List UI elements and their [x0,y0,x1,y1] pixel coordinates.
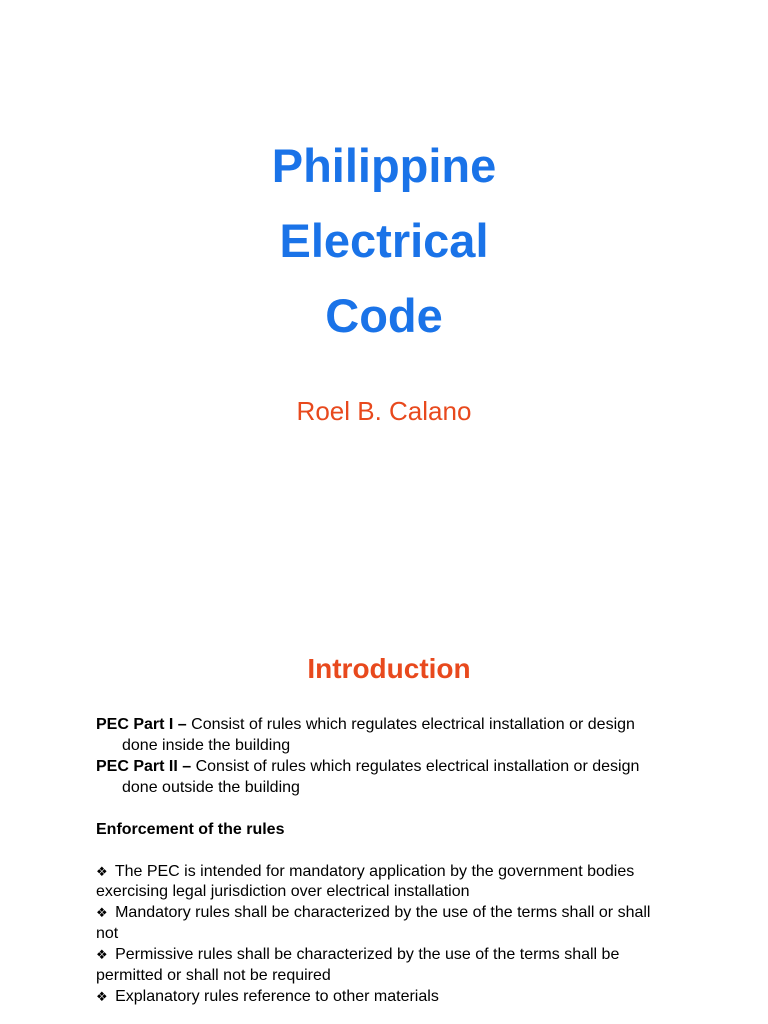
title-line-3: Code [325,289,443,342]
title-line-2: Electrical [279,214,489,267]
section-heading-introduction: Introduction [307,653,471,684]
bullet-text: The PEC is intended for mandatory application by the government bodies exercising legal jurisdiction over electrical installation [96,862,635,901]
pec-part-2-label: PEC Part II – [96,757,192,775]
document-title [0,128,768,353]
title-line-1: Philippine [271,139,497,192]
diamond-bullet-icon: ❖ [96,863,108,879]
pec-part-1-text: Consist of rules which regulates electrical installation or design done inside the building [122,716,635,754]
enforcement-heading: Enforcement of the rules [96,820,285,838]
pec-part-2-text: Consist of rules which regulates electrical installation or design done outside the building [122,757,640,796]
diamond-bullet-icon: ❖ [96,905,108,921]
list-item [96,862,656,904]
list-item [96,945,656,987]
introduction-body [96,715,656,1008]
pec-part-1 [96,715,656,757]
list-item [96,903,656,945]
bullet-text: Permissive rules shall be characterized by the use of the terms shall be permitted or shall not be required [96,946,620,985]
bullet-text: Mandatory rules shall be characterized by the use of the terms shall or shall not [96,904,651,943]
bullet-text: Explanatory rules reference to other materials [110,987,439,1005]
list-item [96,987,656,1008]
diamond-bullet-icon: ❖ [96,947,108,963]
pec-part-2 [96,757,656,799]
diamond-bullet-icon: ❖ [96,988,108,1004]
pec-part-1-label: PEC Part I – [96,716,187,733]
author-name: Roel B. Calano [296,396,472,426]
